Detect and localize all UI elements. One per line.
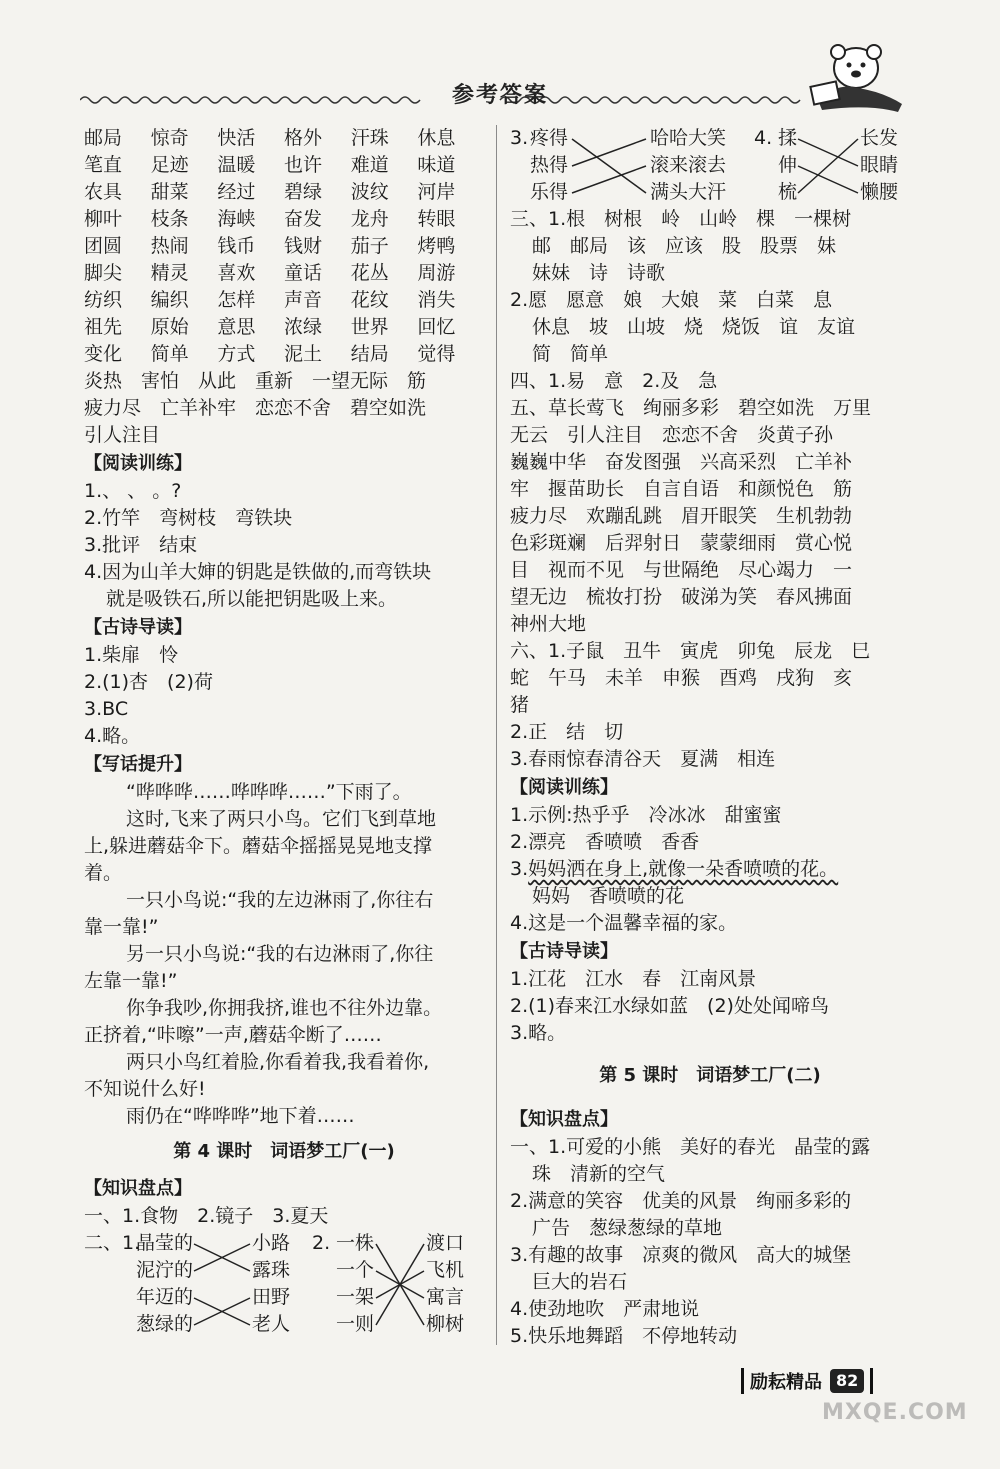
- word: 海峡: [217, 208, 256, 230]
- text-line: 引人注目: [84, 424, 161, 446]
- answer-line: 2.(1)春来江水绿如蓝 (2)处处闻啼鸟: [510, 995, 829, 1017]
- match-right-item: 露珠: [252, 1259, 291, 1281]
- answer-line: 望无边 梳妆打扮 破涕为笑 春风拂面: [510, 586, 853, 608]
- answer-line: 3.批评 结束: [84, 534, 198, 556]
- word: 花纹: [350, 289, 389, 311]
- answer-line: 六、1.子鼠 丑牛 寅虎 卯兔 辰龙 巳: [510, 640, 871, 662]
- lesson-5-answers: [510, 1134, 910, 1350]
- word-row: [84, 179, 484, 206]
- word: 快活: [217, 127, 256, 149]
- answer-line: 一、1.可爱的小熊 美好的春光 晶莹的露: [510, 1136, 871, 1158]
- brand-label: 励耘精品: [750, 1372, 822, 1393]
- word: 甜菜: [150, 181, 189, 203]
- word: 茄子: [350, 235, 389, 257]
- footer-bar: [870, 1368, 873, 1394]
- match-connector: [572, 139, 646, 166]
- word-row: [84, 341, 484, 368]
- passage-line: 你争我吵,你拥我挤,谁也不往外边靠。: [126, 997, 443, 1019]
- word: 声音: [284, 289, 323, 311]
- word: 回忆: [417, 316, 456, 338]
- match-left-item: 一株: [336, 1232, 375, 1254]
- right-column: [510, 125, 910, 1350]
- answer-line: 四、1.易 意 2.及 急: [510, 370, 718, 392]
- word: 笔直: [84, 154, 123, 176]
- word-row: [84, 260, 484, 287]
- match-left-item: 一个: [336, 1259, 375, 1281]
- word: 消失: [417, 289, 456, 311]
- match-right-item: 田野: [252, 1286, 291, 1308]
- word: 转眼: [417, 208, 456, 230]
- word: 也许: [284, 154, 323, 176]
- word: 纺织: [84, 289, 123, 311]
- word: 奋发: [284, 208, 323, 230]
- match-left-item: 葱绿的: [136, 1313, 194, 1335]
- answer-line: 1.江花 江水 春 江南风景: [510, 968, 757, 990]
- match-connector: [572, 166, 646, 193]
- answer-line: 3.BC: [84, 698, 129, 720]
- answer-line: 牢 揠苗助长 自言自语 和颜悦色 筋: [510, 478, 853, 500]
- answer-line: 2.正 结 切: [510, 721, 624, 743]
- answer-line: 蛇 午马 未羊 申猴 酉鸡 戌狗 亥: [510, 667, 853, 689]
- word: 碧绿: [284, 181, 323, 203]
- word: 钱币: [217, 235, 256, 257]
- word: 精灵: [150, 262, 189, 284]
- word-row: [84, 125, 484, 152]
- text-line: 疲力尽 亡羊补牢 恋恋不舍 碧空如洗: [84, 397, 427, 419]
- passage-line: 两只小鸟红着脸,你看着我,我看着你,: [126, 1051, 430, 1073]
- page-title: 参考答案: [451, 83, 548, 108]
- word: 编织: [150, 289, 189, 311]
- match-connector: [798, 139, 858, 193]
- matching-lines: [510, 125, 910, 206]
- answer-line: 2.漂亮 香喷喷 香香: [510, 831, 700, 853]
- answer-line: 猪: [510, 694, 530, 716]
- answer-line: 4.这是一个温馨幸福的家。: [510, 912, 738, 934]
- match-connector: [572, 139, 646, 193]
- match-right-item: 长发: [860, 127, 899, 149]
- matching-exercise-3-4: [510, 125, 910, 206]
- passage-line: 不知说什么好!: [84, 1078, 206, 1100]
- section-heading-poem: 【古诗导读】: [84, 617, 192, 638]
- answer-line: 5.快乐地舞蹈 不停地转动: [510, 1325, 738, 1347]
- lesson-5-title: 第 5 课时 词语梦工厂(二): [599, 1065, 821, 1086]
- section-heading-reading: 【阅读训练】: [84, 453, 192, 474]
- match-right-item: 柳树: [426, 1313, 465, 1335]
- item-number: 二、1.: [84, 1232, 141, 1254]
- lesson-4-title: 第 4 课时 词语梦工厂(一): [173, 1141, 395, 1162]
- passage-line: “哗哗哗……哗哗哗……”下雨了。: [126, 781, 412, 803]
- match-right-item: 懒腰: [860, 181, 899, 203]
- item-number: 3.: [510, 127, 529, 149]
- answer-line: 休息 坡 山坡 烧 烧饭 谊 友谊: [532, 316, 856, 338]
- word: 方式: [217, 343, 256, 365]
- matching-exercise-2: [84, 1230, 484, 1338]
- word: 简单: [150, 343, 189, 365]
- word: 邮局: [84, 127, 123, 149]
- word: 祖先: [84, 316, 123, 338]
- match-right-item: 滚来滚去: [650, 154, 727, 176]
- word: 休息: [417, 127, 456, 149]
- word: 惊奇: [150, 127, 189, 149]
- answer-line: 2.愿 愿意 娘 大娘 菜 白菜 息: [510, 289, 833, 311]
- matching-lines: [84, 1230, 484, 1338]
- answer-line: 五、草长莺飞 绚丽多彩 碧空如洗 万里: [510, 397, 872, 419]
- passage-line: 一只小鸟说:“我的左边淋雨了,你往右: [126, 889, 434, 911]
- answer-line: 神州大地: [510, 613, 587, 635]
- answer-line: 4.使劲地吹 严肃地说: [510, 1298, 700, 1320]
- section-heading-reading: 【阅读训练】: [510, 777, 618, 798]
- answer-line: 珠 清新的空气: [532, 1163, 666, 1185]
- word: 格外: [284, 127, 323, 149]
- word: 变化: [84, 343, 123, 365]
- match-left-item: 乐得: [530, 181, 569, 203]
- section-heading-knowledge: 【知识盘点】: [510, 1109, 618, 1130]
- passage-line: 着。: [84, 862, 123, 884]
- answer-line: 3.春雨惊春清谷天 夏满 相连: [510, 748, 776, 770]
- answer-line: 1.、 、 。?: [84, 480, 182, 502]
- match-left-item: 梳: [778, 181, 798, 203]
- word: 怎样: [217, 289, 256, 311]
- item-number: 2.: [312, 1232, 331, 1254]
- answer-line: 色彩斑斓 后羿射日 蒙蒙细雨 赏心悦: [510, 532, 853, 554]
- answer-line: 简 简单: [532, 343, 609, 365]
- passage-line: 上,躲进蘑菇伞下。蘑菇伞摇摇晃晃地支撑: [84, 835, 433, 857]
- passage-line: 正挤着,“咔嚓”一声,蘑菇伞断了……: [84, 1024, 382, 1046]
- passage-line: 这时,飞来了两只小鸟。它们飞到草地: [126, 808, 437, 830]
- match-left-item: 伸: [778, 154, 798, 176]
- word: 柳叶: [84, 208, 123, 230]
- word: 枝条: [150, 208, 189, 230]
- answer-line: 三、1.根 树根 岭 山岭 棵 一棵树: [510, 208, 852, 230]
- word: 农具: [84, 181, 123, 203]
- word: 原始: [150, 316, 189, 338]
- match-left-item: 疼得: [530, 127, 569, 149]
- passage-line: 靠一靠!”: [84, 916, 159, 938]
- footer-bar: [741, 1368, 744, 1394]
- answer-line: 3.有趣的故事 凉爽的微风 高大的城堡: [510, 1244, 852, 1266]
- word: 花丛: [350, 262, 389, 284]
- match-left-item: 一则: [336, 1313, 375, 1335]
- answer-line: 1.示例:热乎乎 冷冰冰 甜蜜蜜: [510, 804, 782, 826]
- word: 汗珠: [350, 127, 389, 149]
- word-row: [84, 287, 484, 314]
- match-right-item: 寓言: [426, 1286, 465, 1308]
- word-row: [84, 314, 484, 341]
- word: 经过: [217, 181, 256, 203]
- word: 温暖: [217, 154, 256, 176]
- answer-line: 一、1.食物 2.镜子 3.夏天: [84, 1205, 329, 1227]
- match-left-item: 晶莹的: [136, 1232, 194, 1254]
- passage-line: 左靠一靠!”: [84, 970, 178, 992]
- word: 浓绿: [284, 316, 323, 338]
- word: 意思: [217, 316, 256, 338]
- match-right-item: 眼睛: [860, 154, 899, 176]
- match-left-item: 一架: [336, 1286, 375, 1308]
- answer-line: 2.满意的笑容 优美的风景 绚丽多彩的: [510, 1190, 852, 1212]
- answer-line: 就是吸铁石,所以能把钥匙吸上来。: [106, 588, 398, 610]
- word: 世界: [350, 316, 389, 338]
- vocabulary-grid: [84, 125, 484, 368]
- word: 团圆: [84, 235, 123, 257]
- section-heading-poem: 【古诗导读】: [510, 941, 618, 962]
- word: 泥土: [284, 343, 323, 365]
- item-number: 4.: [754, 127, 773, 149]
- column-divider: [496, 125, 497, 1345]
- answer-line: 广告 葱绿葱绿的草地: [532, 1217, 723, 1239]
- passage-line: 另一只小鸟说:“我的右边淋雨了,你往: [126, 943, 434, 965]
- answer-line: 疲力尽 欢蹦乱跳 眉开眼笑 生机勃勃: [510, 505, 853, 527]
- answer-line: 邮 邮局 该 应该 股 股票 妹: [532, 235, 837, 257]
- writing-passage: [84, 779, 484, 1130]
- match-right-item: 飞机: [426, 1259, 465, 1281]
- word: 龙舟: [350, 208, 389, 230]
- match-connector: [798, 139, 858, 166]
- word: 烤鸭: [417, 235, 456, 257]
- answers-sections-3-6: [510, 206, 910, 773]
- wavy-underlined-sentence: 妈妈洒在身上,就像一朵香喷喷的花。: [528, 858, 839, 880]
- answer-line: [510, 856, 910, 883]
- match-left-item: 年迈的: [136, 1286, 194, 1308]
- match-left-item: 热得: [530, 154, 569, 176]
- answer-line: 3.略。: [510, 1022, 567, 1044]
- word-row: [84, 233, 484, 260]
- text-line: 炎热 害怕 从此 重新 一望无际 筋: [84, 370, 427, 392]
- page-footer: [735, 1364, 879, 1398]
- match-right-item: 哈哈大笑: [650, 127, 727, 149]
- answer-line: 妈妈 香喷喷的花: [532, 885, 685, 907]
- answer-line: 4.略。: [84, 725, 141, 747]
- match-left-item: 泥泞的: [136, 1259, 194, 1281]
- word: 周游: [417, 262, 456, 284]
- answer-line: 无云 引人注目 恋恋不舍 炎黄子孙: [510, 424, 834, 446]
- match-right-item: 老人: [252, 1313, 291, 1335]
- word: 童话: [284, 262, 323, 284]
- word: 波纹: [350, 181, 389, 203]
- word: 热闹: [150, 235, 189, 257]
- answer-line: 妹妹 诗 诗歌: [532, 262, 666, 284]
- word: 脚尖: [84, 262, 123, 284]
- passage-line: 雨仍在“哗哗哗”地下着……: [126, 1105, 355, 1127]
- section-heading-knowledge: 【知识盘点】: [84, 1178, 192, 1199]
- answer-line: 巍巍中华 奋发图强 兴高采烈 亡羊补: [510, 451, 853, 473]
- match-right-item: 渡口: [426, 1232, 465, 1254]
- word: 味道: [417, 154, 456, 176]
- match-right-item: 小路: [252, 1232, 291, 1254]
- word: 喜欢: [217, 262, 256, 284]
- answer-line: 目 视而不见 与世隔绝 尽心竭力 一: [510, 559, 853, 581]
- page-number: 82: [830, 1369, 864, 1393]
- word: 河岸: [417, 181, 456, 203]
- section-heading-writing: 【写话提升】: [84, 754, 192, 775]
- word-row: [84, 152, 484, 179]
- word: 难道: [350, 154, 389, 176]
- word: 钱财: [284, 235, 323, 257]
- answer-line: 2.(1)杏 (2)荷: [84, 671, 213, 693]
- answer-number: 3.: [510, 858, 529, 880]
- answer-line: 2.竹竿 弯树枝 弯铁块: [84, 507, 293, 529]
- word: 结局: [350, 343, 389, 365]
- answer-line: 巨大的岩石: [532, 1271, 628, 1293]
- match-left-item: 揉: [778, 127, 798, 149]
- answer-line: 1.柴扉 怜: [84, 644, 179, 666]
- word: 足迹: [150, 154, 189, 176]
- answer-line: 4.因为山羊大婶的钥匙是铁做的,而弯铁块: [84, 561, 432, 583]
- word: 觉得: [417, 343, 456, 365]
- site-watermark: MXQE.COM: [822, 1400, 968, 1425]
- word-row: [84, 206, 484, 233]
- match-connector: [798, 166, 858, 193]
- left-column: [84, 125, 484, 1338]
- match-right-item: 满头大汗: [650, 181, 727, 203]
